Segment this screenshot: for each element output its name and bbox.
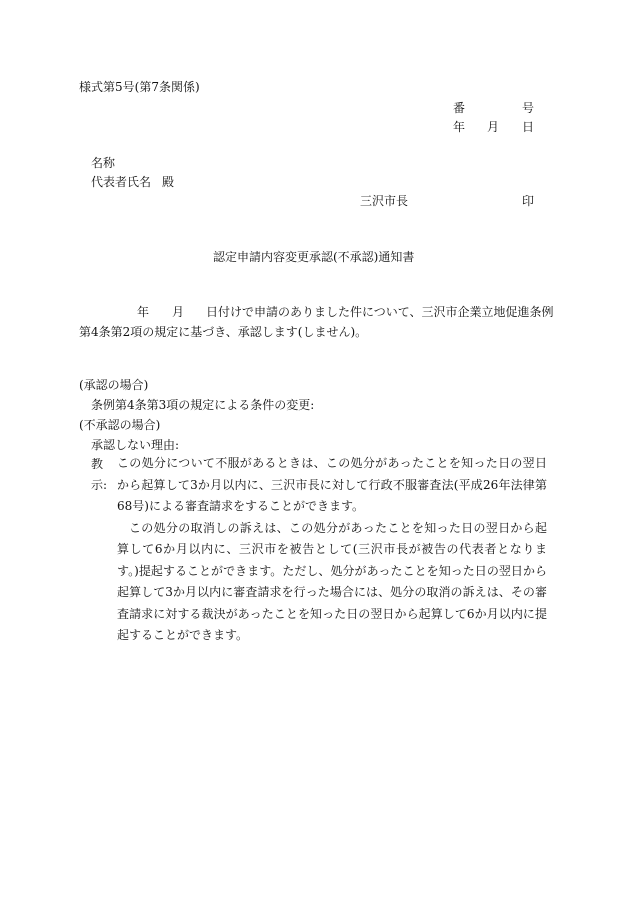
notice-paragraph-1: この処分について不服があるときは、この処分があったことを知った日の翌日から起算して3か月以内に、三沢市長に対して行政不服審査法(平成26年法律第68号)による審査請求をすることができます。 xyxy=(117,456,547,513)
date-tsuki: 月 xyxy=(487,120,500,134)
notice-body xyxy=(117,453,547,647)
date-hi: 日 xyxy=(522,120,535,134)
form-label: 様式第5号(第7条関係) xyxy=(79,80,200,94)
document-title: 認定申請内容変更承認(不承認)通知書 xyxy=(213,250,415,264)
recipient-name-label: 名称 xyxy=(91,156,116,170)
approval-heading: (承認の場合) xyxy=(79,378,149,392)
number-ban: 番 xyxy=(453,101,466,115)
body-date-nen: 年 xyxy=(137,305,150,319)
recipient-honorific: 殿 xyxy=(162,175,175,189)
date-nen: 年 xyxy=(453,120,466,134)
notice-paragraph-2: この処分の取消しの訴えは、この処分があったことを知った日の翌日から起算して6か月以内に、三沢市を被告として(三沢市長が被告の代表者となります。)提起することができます。ただし、処分があったことを知った日の翌日から起算して3か月以内に審査請求を行った場合には、処分の取消の訴えは、その審査請求に対する裁決があったことを知った日の翌日から起算して6か月以内に提起することができます。 xyxy=(117,520,547,642)
notice-block xyxy=(91,453,547,647)
sender-title: 三沢市長 xyxy=(360,194,409,208)
body-line1-rest: 日付けで申請のありました件について、三沢市企業立地促進条例 xyxy=(206,305,554,319)
body-date-tsuki: 月 xyxy=(172,305,185,319)
sender-seal: 印 xyxy=(522,194,535,208)
disapproval-heading: (不承認の場合) xyxy=(79,418,161,432)
disapproval-item: 承認しない理由: xyxy=(91,438,180,452)
notice-label: 教示: xyxy=(91,457,108,492)
number-go: 号 xyxy=(522,101,535,115)
recipient-rep-label: 代表者氏名 xyxy=(91,175,152,189)
approval-item: 条例第4条第3項の規定による条件の変更: xyxy=(91,398,315,412)
body-line2: 第4条第2項の規定に基づき、承認します(しません)。 xyxy=(79,325,368,339)
